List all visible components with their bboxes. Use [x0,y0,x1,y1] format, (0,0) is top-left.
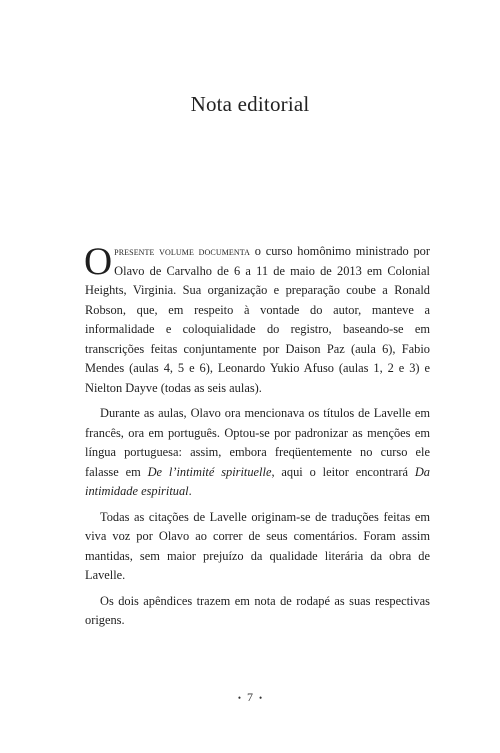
drop-cap: O [84,240,113,283]
paragraph-2-text-before: Durante as aulas, Olavo ora mencionava os títulos de Lavelle em francês, ora em português. Optou-se por padronizar as menções em língua portuguesa: assim, embora freqüentemente no curso ele falasse em [85,406,430,479]
paragraph-1-text: o curso homônimo ministrado por Olavo de Carvalho de 6 a 11 de maio de 2013 em Colonial Heights, Virginia. Sua organização e preparação coube a Ronald Robson, que, em respeito à vontade do autor, manteve a informalidade e coloquialidade do registro, baseando-se em transcrições feitas conjuntamente por Daison Paz (aula 6), Fabio Mendes (aulas 4, 5 e 6), Leonardo Yukio Afuso (aulas 1, 2 e 3) e Nielton Dayve (todas as seis aulas). [85,244,430,395]
small-caps-lead: presente volume documenta [114,245,251,258]
page-folio [0,690,500,705]
page-title: Nota editorial [190,92,310,116]
paragraph-3-text: Todas as citações de Lavelle originam-se de traduções feitas em viva voz por Olavo ao correr de seus comentários. Foram assim mantidas, sem maior prejuízo da qualidade literária da obra de Lavelle. [85,509,430,582]
paragraph-3 [85,508,430,586]
paragraph-4 [85,592,430,631]
folio-dot-left: • [237,693,241,704]
paragraph-4-text: Os dois apêndices trazem em nota de rodapé as suas respectivas origens. [85,593,430,627]
page-number: 7 [247,690,253,704]
book-title-portuguese: Da intimidade espiritual [85,464,430,498]
folio-dot-right: • [259,693,263,704]
paragraph-2 [85,404,430,502]
paragraph-2-text-middle: , aqui o leitor encontrará [271,464,415,479]
paragraph-2-text-after: . [188,484,192,498]
paragraph-1 [85,242,430,398]
book-title-french: De l’intimité spirituelle [147,464,272,479]
editorial-note-body [85,242,430,637]
